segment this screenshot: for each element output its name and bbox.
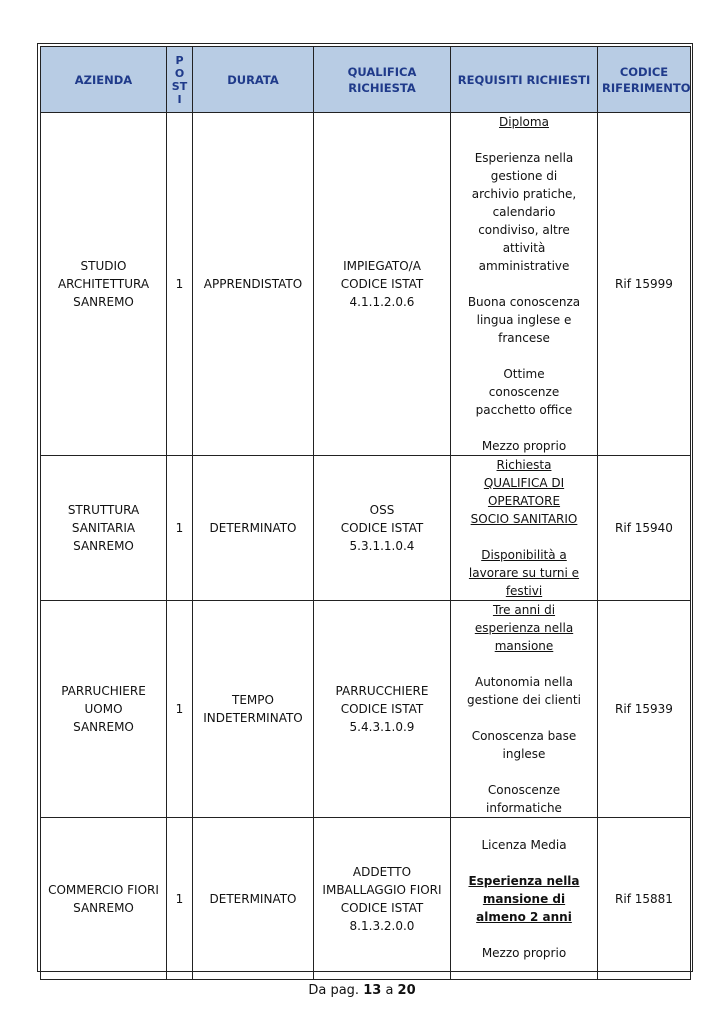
footer-separator: a bbox=[385, 983, 394, 998]
cell-requisiti bbox=[451, 818, 598, 980]
cell-azienda bbox=[41, 113, 167, 456]
cell-qualifica-line: CODICE ISTAT bbox=[340, 900, 424, 915]
requisito-line: Ottime bbox=[503, 367, 545, 381]
cell-posti: 1 bbox=[167, 113, 193, 456]
table-body bbox=[41, 113, 691, 980]
cell-posti: 1 bbox=[167, 601, 193, 818]
header-azienda: AZIENDA bbox=[41, 47, 167, 113]
cell-codice: Rif 15881 bbox=[598, 818, 691, 980]
cell-durata bbox=[193, 456, 314, 601]
cell-azienda-line: PARRUCHIERE bbox=[61, 684, 146, 698]
requisito-line: conoscenze bbox=[488, 385, 560, 399]
paragraph-gap bbox=[457, 655, 591, 673]
requisito-line: Diploma bbox=[499, 115, 549, 129]
cell-durata-line: INDETERMINATO bbox=[203, 711, 303, 725]
cell-azienda bbox=[41, 601, 167, 818]
paragraph-gap bbox=[457, 854, 591, 872]
requisito-line: lingua inglese e bbox=[476, 313, 572, 327]
cell-qualifica bbox=[314, 456, 451, 601]
paragraph-gap bbox=[457, 763, 591, 781]
cell-azienda-line: COMMERCIO FIORI bbox=[48, 882, 159, 897]
requisito-line: Mezzo proprio bbox=[481, 439, 567, 453]
requisito-line: Conoscenze bbox=[487, 783, 561, 797]
paragraph-gap bbox=[457, 528, 591, 546]
requisito-line: Tre anni di bbox=[492, 603, 556, 617]
requisito-line: Autonomia nella bbox=[474, 675, 573, 689]
requisito-line: amministrative bbox=[478, 259, 570, 273]
requisito-line: informatiche bbox=[486, 801, 562, 815]
cell-azienda-line: SANITARIA bbox=[71, 521, 136, 535]
table-header-row bbox=[41, 47, 691, 113]
requisito-line: Licenza Media bbox=[481, 837, 567, 852]
cell-qualifica-line: PARRUCCHIERE bbox=[335, 684, 429, 698]
requisito-line: calendario bbox=[492, 205, 556, 219]
table-row bbox=[41, 113, 691, 456]
cell-durata-line: APPRENDISTATO bbox=[203, 277, 303, 291]
requisito-line: gestione di bbox=[490, 169, 558, 183]
cell-requisiti bbox=[451, 456, 598, 601]
cell-requisiti bbox=[451, 113, 598, 456]
cell-qualifica bbox=[314, 601, 451, 818]
cell-durata-line: TEMPO bbox=[232, 693, 274, 707]
cell-requisiti bbox=[451, 601, 598, 818]
cell-azienda-line: ARCHITETTURA bbox=[57, 277, 150, 291]
requisito-line: Mezzo proprio bbox=[481, 945, 567, 960]
cell-qualifica-line: 4.1.1.2.0.6 bbox=[349, 295, 415, 309]
requisito-line: condiviso, altre bbox=[478, 223, 570, 237]
cell-qualifica bbox=[314, 113, 451, 456]
requisito-line: gestione dei clienti bbox=[467, 693, 581, 707]
paragraph-gap bbox=[457, 275, 591, 293]
cell-durata bbox=[193, 113, 314, 456]
cell-azienda-line: STRUTTURA bbox=[67, 503, 140, 517]
requisito-line: Esperienza nella bbox=[468, 873, 580, 888]
cell-durata bbox=[193, 818, 314, 980]
footer-total-pages: 20 bbox=[397, 983, 416, 998]
paragraph-gap bbox=[457, 709, 591, 727]
header-requisiti: REQUISITI RICHIESTI bbox=[451, 47, 598, 113]
cell-azienda-line: UOMO bbox=[84, 702, 123, 716]
requisito-line: lavorare su turni e bbox=[468, 566, 580, 580]
requisito-line: mansione di bbox=[482, 891, 566, 906]
cell-azienda bbox=[41, 818, 167, 980]
cell-qualifica-line: 8.1.3.2.0.0 bbox=[349, 918, 415, 933]
cell-qualifica bbox=[314, 818, 451, 980]
requisito-line: francese bbox=[498, 331, 550, 345]
header-codice bbox=[598, 47, 691, 113]
cell-posti: 1 bbox=[167, 818, 193, 980]
cell-qualifica-line: IMBALLAGGIO FIORI bbox=[322, 882, 442, 897]
cell-azienda-line: STUDIO bbox=[80, 259, 127, 273]
requisito-line: esperienza nella bbox=[474, 621, 574, 635]
cell-azienda-line: SANREMO bbox=[73, 720, 134, 734]
cell-qualifica-line: 5.4.3.1.0.9 bbox=[349, 720, 415, 734]
requisito-line: Richiesta bbox=[496, 458, 552, 472]
requisito-line: mansione bbox=[494, 639, 554, 653]
cell-codice: Rif 15939 bbox=[598, 601, 691, 818]
footer-page-number: 13 bbox=[363, 983, 382, 998]
header-posti bbox=[167, 47, 193, 113]
header-posti-line: O bbox=[174, 66, 185, 80]
cell-codice: Rif 15999 bbox=[598, 113, 691, 456]
paragraph-gap bbox=[457, 131, 591, 149]
header-qualifica: QUALIFICA RICHIESTA bbox=[314, 47, 451, 113]
cell-durata-line: DETERMINATO bbox=[209, 521, 297, 535]
cell-qualifica-line: CODICE ISTAT bbox=[340, 521, 424, 535]
requisito-line: Esperienza nella bbox=[474, 151, 574, 165]
requisito-line: pacchetto office bbox=[475, 403, 573, 417]
requisito-line: almeno 2 anni bbox=[476, 909, 572, 924]
page-footer bbox=[0, 983, 724, 998]
header-codice-line: CODICE bbox=[619, 64, 669, 79]
job-offers-table-frame bbox=[37, 43, 693, 972]
cell-azienda-line: SANREMO bbox=[73, 900, 134, 915]
table-row bbox=[41, 601, 691, 818]
cell-qualifica-line: OSS bbox=[369, 503, 395, 517]
requisito-line: QUALIFICA DI bbox=[483, 476, 565, 490]
requisito-line: Buona conoscenza bbox=[467, 295, 581, 309]
cell-durata bbox=[193, 601, 314, 818]
requisito-line: inglese bbox=[502, 747, 546, 761]
requisito-line: attività bbox=[502, 241, 546, 255]
requisito-line: festivi bbox=[505, 584, 543, 598]
cell-durata-line: DETERMINATO bbox=[209, 891, 297, 906]
header-codice-line: RIFERIMENTO bbox=[602, 80, 691, 95]
header-durata: DURATA bbox=[193, 47, 314, 113]
requisito-line: SOCIO SANITARIO bbox=[470, 512, 578, 526]
table-row bbox=[41, 818, 691, 980]
table-row bbox=[41, 456, 691, 601]
header-posti-line: ST bbox=[171, 79, 188, 93]
cell-azienda-line: SANREMO bbox=[73, 295, 134, 309]
cell-codice: Rif 15940 bbox=[598, 456, 691, 601]
header-posti-line: P bbox=[175, 53, 184, 67]
cell-azienda bbox=[41, 456, 167, 601]
cell-azienda-line: SANREMO bbox=[73, 539, 134, 553]
cell-qualifica-line: CODICE ISTAT bbox=[340, 277, 424, 291]
requisito-line: OPERATORE bbox=[487, 494, 561, 508]
requisito-line: Conoscenza base bbox=[471, 729, 577, 743]
cell-qualifica-line: CODICE ISTAT bbox=[340, 702, 424, 716]
requisito-line: Disponibilità a bbox=[481, 548, 567, 562]
paragraph-gap bbox=[457, 926, 591, 944]
paragraph-gap bbox=[457, 419, 591, 437]
job-offers-table bbox=[40, 46, 691, 980]
requisito-line: archivio pratiche, bbox=[471, 187, 577, 201]
footer-prefix: Da pag. bbox=[308, 983, 360, 998]
cell-qualifica-line: IMPIEGATO/A bbox=[343, 259, 421, 273]
paragraph-gap bbox=[457, 347, 591, 365]
cell-qualifica-line: 5.3.1.1.0.4 bbox=[349, 539, 415, 553]
header-posti-line: I bbox=[177, 92, 182, 106]
cell-posti: 1 bbox=[167, 456, 193, 601]
cell-qualifica-line: ADDETTO bbox=[352, 864, 412, 879]
